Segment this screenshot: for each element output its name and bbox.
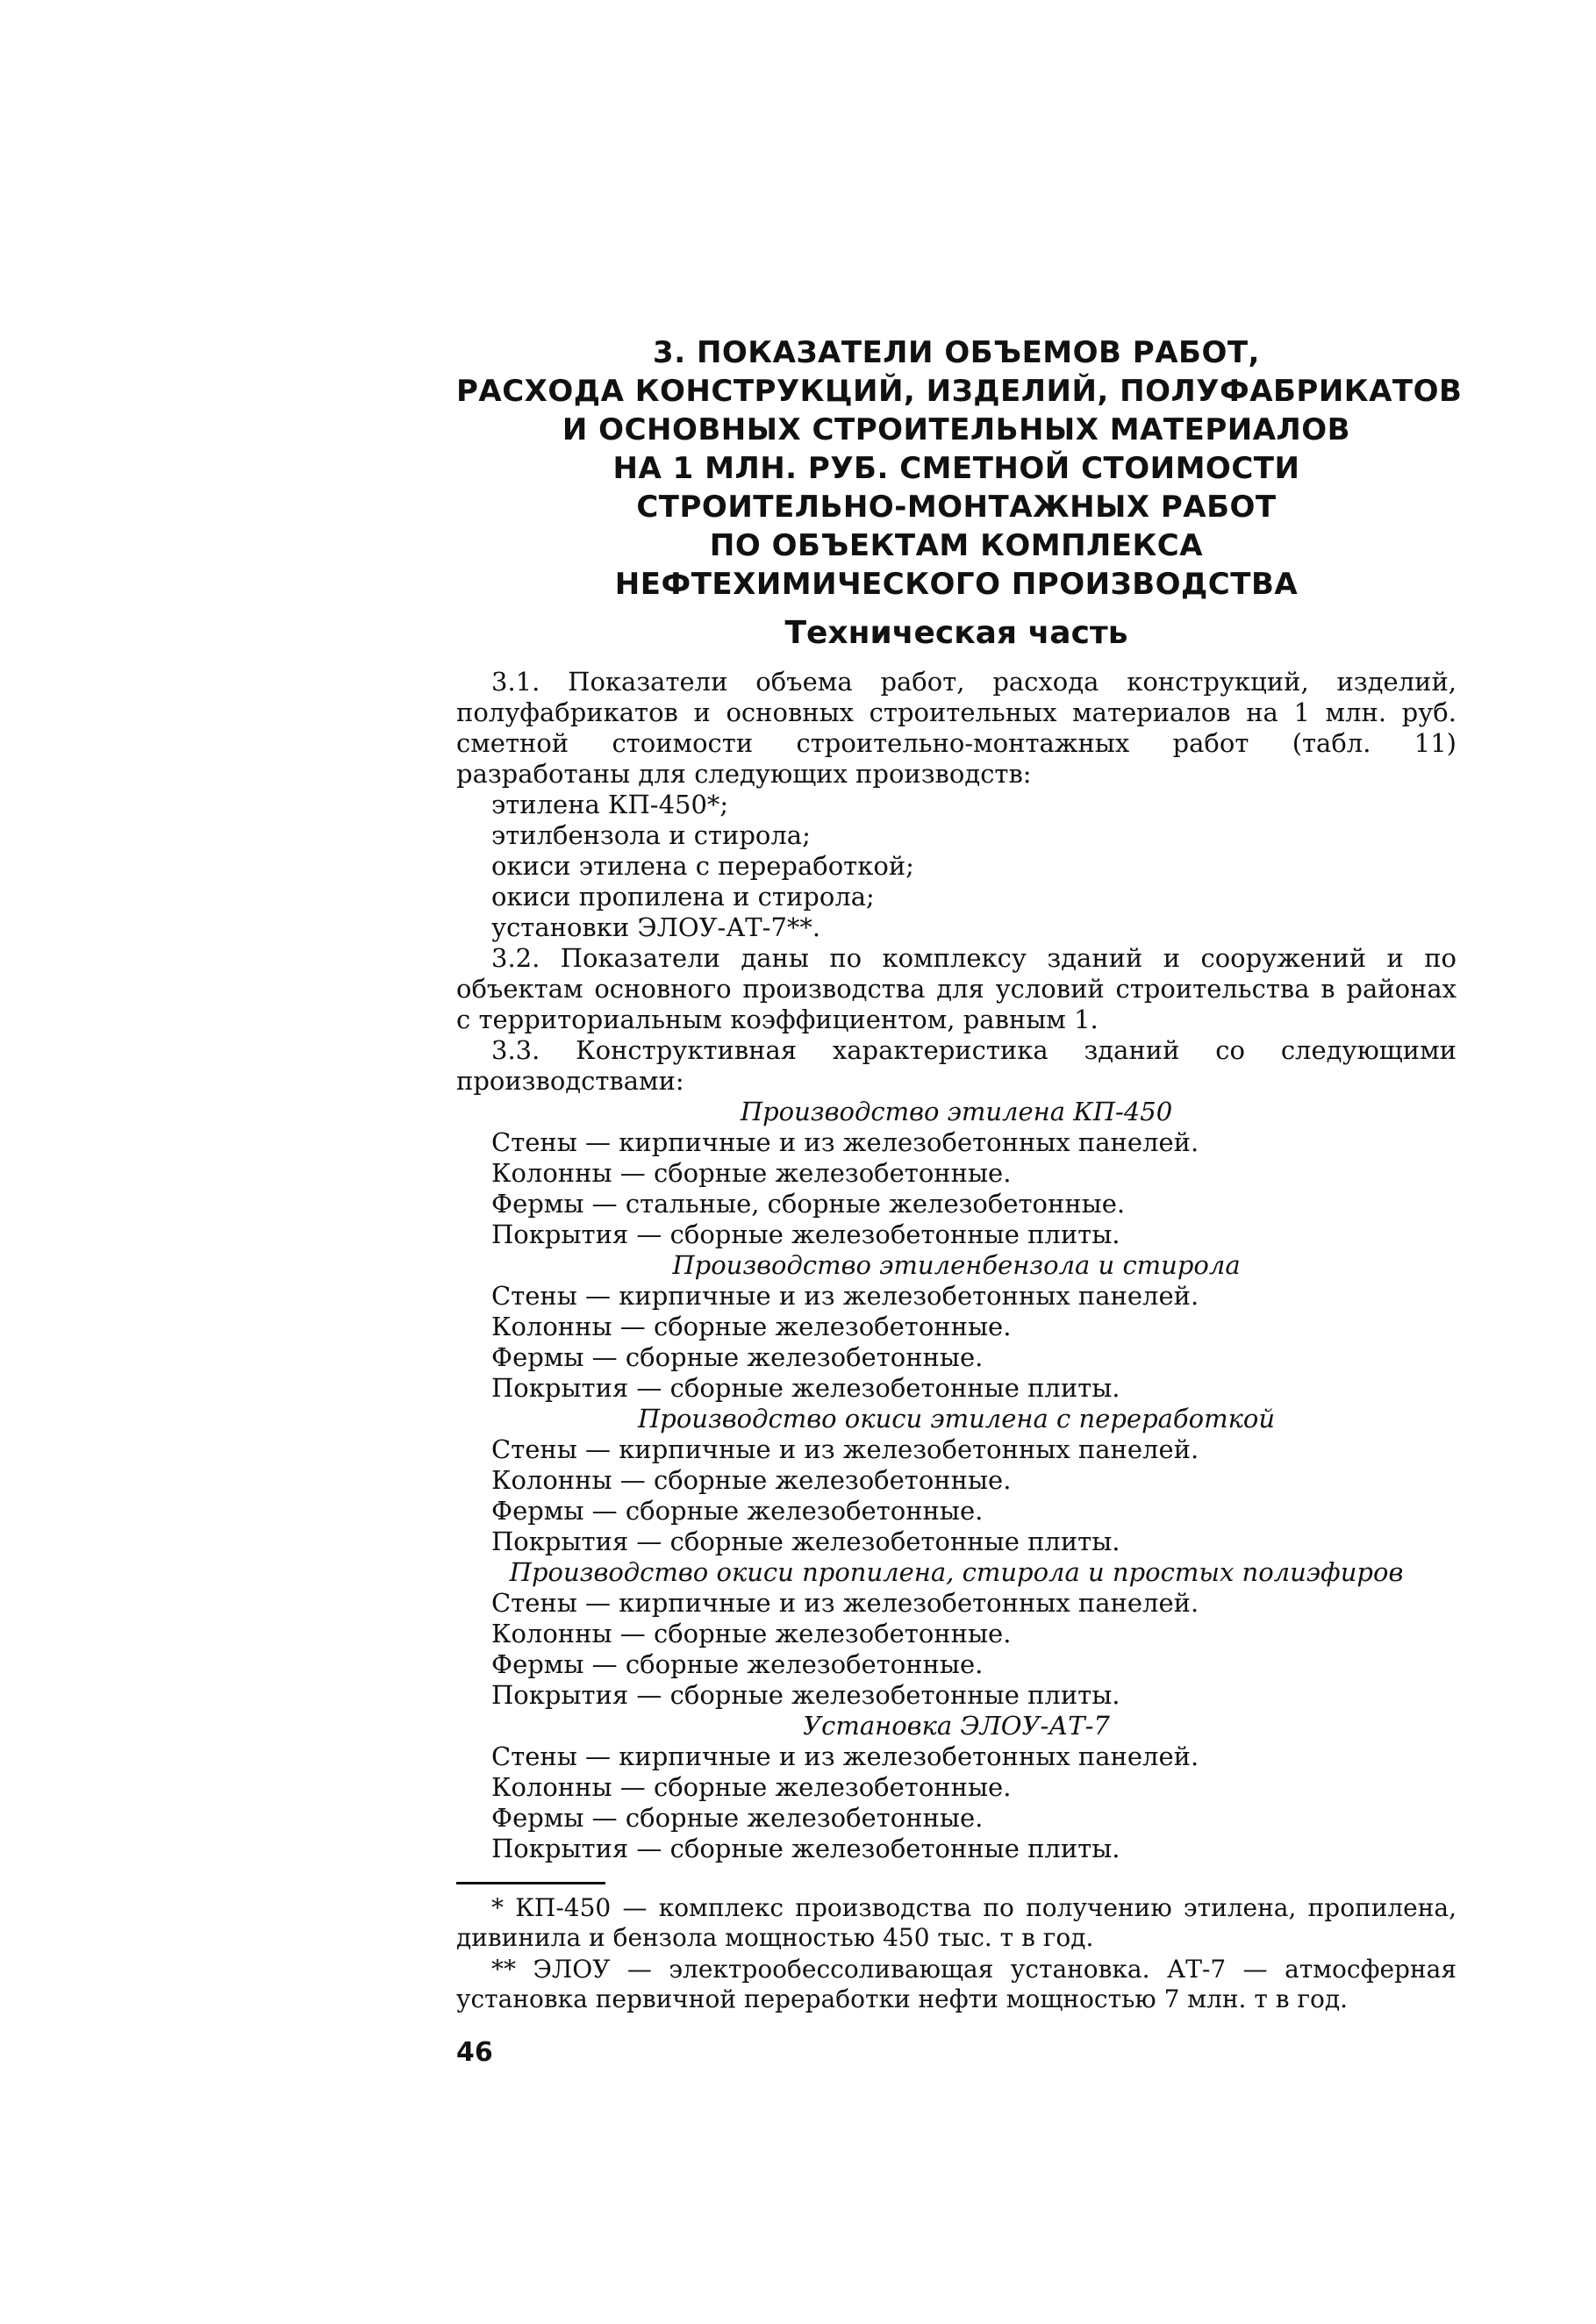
title-line: ПО ОБЪЕКТАМ КОМПЛЕКСА: [709, 528, 1204, 563]
footnote-divider: [456, 1882, 605, 1884]
spec-line: Покрытия — сборные железобетонные плиты.: [491, 1219, 1120, 1249]
footnote: ** ЭЛОУ — электрообессоливающая установка. АТ-7 — атмосферная установка первичной переработки нефти мощностью 7 млн. т в год.: [456, 1955, 1456, 2013]
spec-line: Стены — кирпичные и из железобетонных панелей.: [491, 1281, 1199, 1311]
spec-line: Стены — кирпичные и из железобетонных панелей.: [491, 1434, 1199, 1464]
page-number: 46: [456, 2037, 493, 2068]
spec-line: Фермы — сборные железобетонные.: [491, 1803, 984, 1833]
spec-line: Фермы — сборные железобетонные.: [491, 1496, 984, 1526]
document-page: [456, 333, 1463, 2068]
section-title: [456, 333, 1463, 604]
title-line: НЕФТЕХИМИЧЕСКОГО ПРОИЗВОДСТВА: [614, 567, 1299, 602]
subtitle: Техническая часть: [784, 615, 1128, 651]
list-item: этилена КП-450*;: [491, 790, 729, 819]
section-heading: Производство этиленбензола и стирола: [672, 1250, 1241, 1280]
title-line: 3. ПОКАЗАТЕЛИ ОБЪЕМОВ РАБОТ,: [653, 335, 1260, 370]
list-item: установки ЭЛОУ-АТ-7**.: [491, 912, 821, 942]
spec-line: Покрытия — сборные железобетонные плиты.: [491, 1373, 1120, 1403]
spec-line: Колонны — сборные железобетонные.: [491, 1158, 1012, 1188]
title-line: РАСХОДА КОНСТРУКЦИЙ, ИЗДЕЛИЙ, ПОЛУФАБРИКАТОВ: [456, 374, 1463, 409]
title-line: НА 1 МЛН. РУБ. СМЕТНОЙ СТОИМОСТИ: [612, 451, 1300, 486]
list-item: окиси этилена с переработкой;: [491, 851, 914, 881]
spec-line: Фермы — стальные, сборные железобетонные.: [491, 1189, 1126, 1219]
spec-line: Покрытия — сборные железобетонные плиты.: [491, 1834, 1120, 1863]
spec-line: Стены — кирпичные и из железобетонных панелей.: [491, 1588, 1199, 1618]
spec-line: Стены — кирпичные и из железобетонных панелей.: [491, 1127, 1199, 1157]
section-heading: Установка ЭЛОУ-АТ-7: [803, 1711, 1110, 1741]
body-text: [456, 667, 1456, 1864]
list-item: этилбензола и стирола;: [491, 820, 811, 850]
section-heading: Производство окиси пропилена, стирола и простых полиэфиров: [509, 1557, 1404, 1587]
title-line: И ОСНОВНЫХ СТРОИТЕЛЬНЫХ МАТЕРИАЛОВ: [562, 412, 1351, 447]
section-heading: Производство окиси этилена с переработкой: [637, 1404, 1276, 1434]
title-line: СТРОИТЕЛЬНО-МОНТАЖНЫХ РАБОТ: [636, 490, 1277, 525]
footnote: * КП-450 — комплекс производства по получению этилена, пропилена, дивинила и бензола мощностью 450 тыс. т в год.: [456, 1893, 1456, 1952]
spec-line: Покрытия — сборные железобетонные плиты.: [491, 1527, 1120, 1556]
spec-line: Колонны — сборные железобетонные.: [491, 1465, 1012, 1495]
spec-line: Колонны — сборные железобетонные.: [491, 1312, 1012, 1341]
spec-line: Покрытия — сборные железобетонные плиты.: [491, 1680, 1120, 1710]
spec-line: Стены — кирпичные и из железобетонных панелей.: [491, 1741, 1199, 1771]
spec-line: Фермы — сборные железобетонные.: [491, 1342, 984, 1372]
paragraph-3-1: 3.1. Показатели объема работ, расхода конструкций, изделий, полуфабрикатов и основных строительных материалов на 1 млн. руб. сметной стоимости строительно-монтажных работ (табл. 11) разработаны для следующих производств:: [456, 667, 1456, 789]
spec-line: Фермы — сборные железобетонные.: [491, 1649, 984, 1679]
spec-line: Колонны — сборные железобетонные.: [491, 1772, 1012, 1802]
list-item: окиси пропилена и стирола;: [491, 882, 875, 912]
section-heading: Производство этилена КП-450: [740, 1097, 1173, 1126]
paragraph-3-3: 3.3. Конструктивная характеристика зданий со следующими производствами:: [456, 1035, 1456, 1096]
paragraph-3-2: 3.2. Показатели даны по комплексу зданий и сооружений и по объектам основного производства для условий строительства в районах с территориальным коэффициентом, равным 1.: [456, 943, 1456, 1034]
spec-line: Колонны — сборные железобетонные.: [491, 1619, 1012, 1648]
